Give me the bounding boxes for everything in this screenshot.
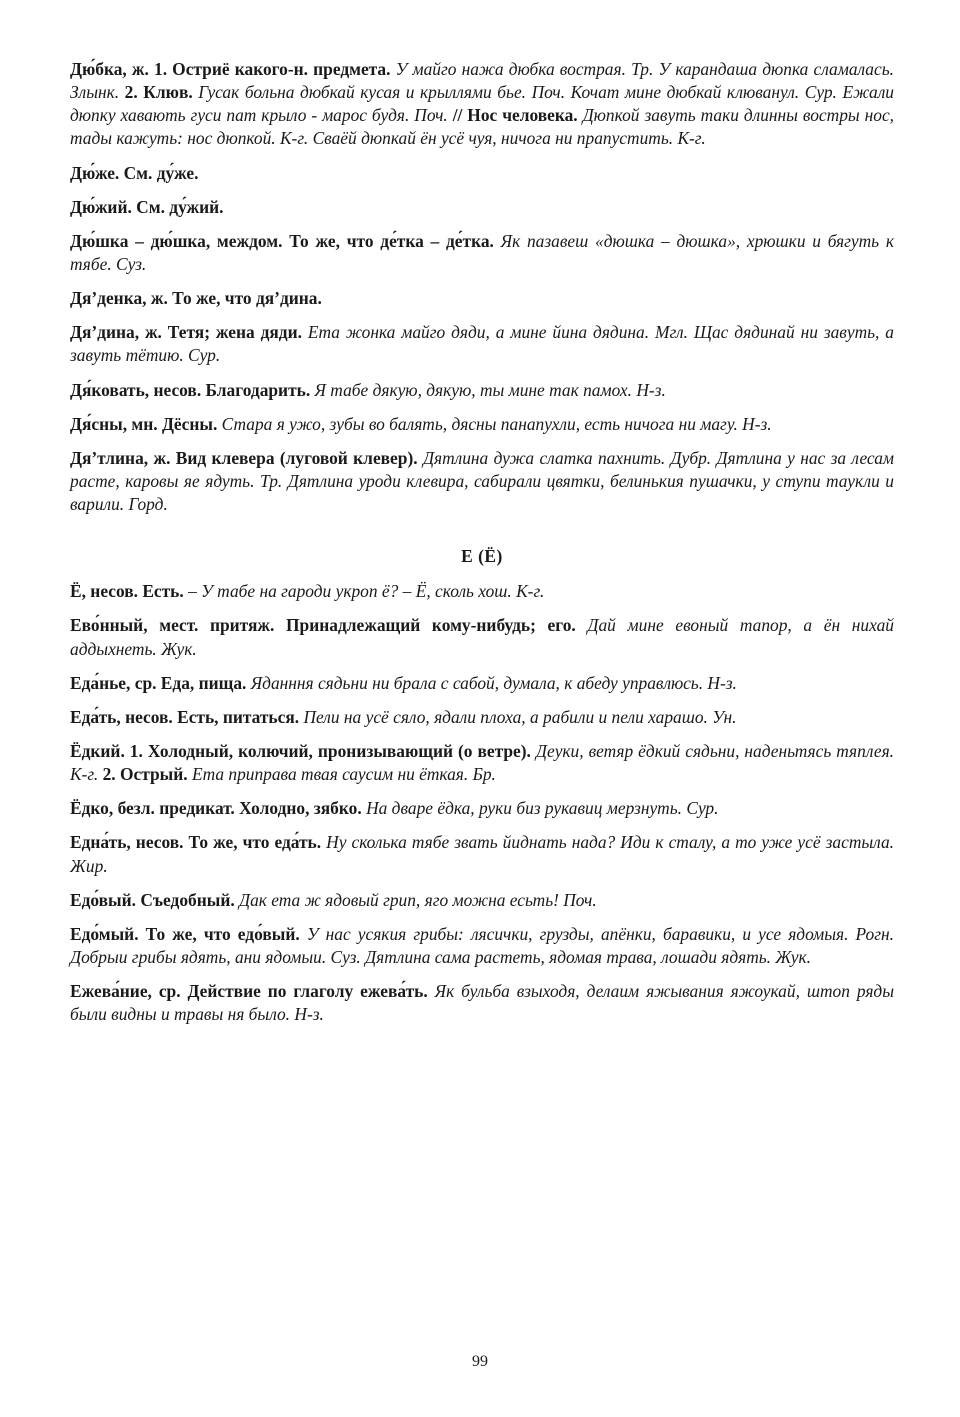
dictionary-entry bbox=[70, 614, 894, 660]
dictionary-entry bbox=[70, 379, 894, 402]
entry-headword: Дю́бка, ж. 1. Остриё какого-н. предмета. bbox=[70, 59, 396, 79]
entry-example: – У табе на гароди укроп ё? – Ё, сколь хош. К-г. bbox=[188, 581, 545, 602]
entry-example: Стара я ужо, зубы во балять, дясны панапухли, есть ничога ни магу. Н-з. bbox=[221, 413, 772, 434]
dictionary-entry bbox=[70, 162, 894, 185]
dictionary-entry bbox=[70, 889, 894, 912]
entry-example: Яданння сядьни ни брала с сабой, думала, к абеду управлюсь. Н-з. bbox=[250, 672, 737, 693]
entry-example: Деуки, ветяр ёдкий сядьни, наденьтясь тяплея. К-г. bbox=[70, 740, 894, 785]
entry-headword: Дю́же. См. ду́же. bbox=[70, 162, 199, 183]
entry-headword: Едо́мый. То же, что едо́вый. bbox=[70, 923, 307, 944]
dictionary-entry bbox=[70, 831, 894, 877]
entry-headword: 2. Клюв. bbox=[124, 82, 199, 103]
dictionary-entry bbox=[70, 230, 894, 276]
entry-example: У майго нажа дюбка вострая. Тр. У карандаша дюпка сламалась. Злынк. bbox=[70, 59, 894, 103]
dictionary-entry bbox=[70, 447, 894, 516]
entry-headword: Ёдко, безл. предикат. Холодно, зябко. bbox=[70, 798, 367, 819]
entry-headword: Дя’дина, ж. Тетя; жена дяди. bbox=[70, 322, 308, 343]
entry-example: У нас усякия грибы: лясички, грузды, апёнки, баравики, и усе ядомыя. Рогн. Добрыи грибы ядять, ани ядомыи. Суз. Дятлина сама растеть, ядомая трава, лошади ядять. Жук. bbox=[70, 923, 895, 967]
entry-example: Дятлина дужа слатка пахнить. Дубр. Дятлина у нас за лесам расте, каровы яе ядуть. Тр. Дятлина уроди клевира, сабирали цвятки, белинькия пушачки, у ступи таукли и варили. Горд. bbox=[70, 447, 894, 515]
dictionary-entry bbox=[70, 706, 894, 729]
entry-example: Я табе дякую, дякую, ты мине так памох. Н-з. bbox=[314, 379, 666, 400]
entry-example: Як пазавеш «дюшка – дюшка», хрюшки и бягуть к тябе. Суз. bbox=[70, 230, 894, 274]
entry-headword: Дя́ковать, несов. Благодарить. bbox=[70, 379, 315, 400]
entry-example: На дваре ёдка, руки биз рукавиц мерзнуть. Сур. bbox=[366, 798, 719, 819]
entry-headword: Дя’денка, ж. То же, что дя’дина. bbox=[70, 288, 322, 309]
entry-example: Дюпкой завуть таки длинны востры нос, тады кажуть: нос дюпкой. К-г. Сваёй дюпкай ён усё чуя, ничога ни прапустить. К-г. bbox=[70, 105, 895, 149]
entry-headword: Дя’тлина, ж. Вид клевера (луговой клевер). bbox=[70, 447, 423, 468]
entry-headword: Еда́нье, ср. Еда, пища. bbox=[70, 672, 251, 693]
entry-headword: Дю́шка – дю́шка, междом. То же, что де́тка – де́тка. bbox=[70, 230, 501, 251]
dictionary-entry bbox=[70, 287, 894, 310]
section-heading: Е (Ё) bbox=[461, 546, 503, 567]
entry-example: Ета приправа твая саусим ни ёткая. Бр. bbox=[191, 764, 496, 785]
entry-headword: Едо́вый. Съедобный. bbox=[70, 889, 240, 910]
entry-example: Дай мине евоный тапор, а ён нихай аддыхнеть. Жук. bbox=[70, 615, 894, 659]
dictionary-entry bbox=[70, 672, 894, 695]
dictionary-entry bbox=[70, 58, 894, 151]
dictionary-entry bbox=[70, 196, 894, 219]
entry-headword: Ё, несов. Есть. bbox=[70, 581, 189, 602]
entry-headword: // Нос человека. bbox=[452, 105, 583, 126]
entry-headword: Дю́жий. См. ду́жий. bbox=[70, 196, 224, 217]
entry-example: Дак ета ж ядовый грип, яго можна есьть! Поч. bbox=[239, 889, 597, 910]
entry-headword: Ево́нный, мест. притяж. Принадлежащий кому-нибудь; его. bbox=[70, 615, 588, 636]
entry-example: Пели на усё сяло, ядали плоха, а рабили и пели харашо. Ун. bbox=[303, 706, 737, 727]
entry-list-e bbox=[70, 580, 894, 1026]
entry-example: Ета жонка майго дяди, а мине йина дядина. Мгл. Щас дядинай ни завуть, а завуть тётию. Сур. bbox=[70, 322, 894, 366]
dictionary-entry bbox=[70, 413, 894, 436]
entry-list-d bbox=[70, 58, 894, 516]
entry-example: Ну сколька тябе звать йиднать нада? Иди к сталу, а то уже усё застыла. Жир. bbox=[70, 832, 895, 876]
entry-headword: Еда́ть, несов. Есть, питаться. bbox=[70, 706, 304, 727]
entry-headword: Една́ть, несов. То же, что еда́ть. bbox=[70, 832, 327, 853]
page-number: 99 bbox=[472, 1353, 488, 1370]
entry-headword: Дя́сны, мн. Дёсны. bbox=[70, 413, 222, 434]
entry-example: Гусак больна дюбкай кусая и крыллями бье. Поч. Кочат мине дюбкай клюванул. Сур. Ежали дюпку хавають гуси пат крыло - марос будя. Поч. bbox=[70, 82, 894, 126]
dictionary-entry bbox=[70, 923, 894, 969]
dictionary-entry bbox=[70, 740, 894, 786]
entry-headword: Ежева́ние, ср. Действие по глаголу ежева́ть. bbox=[70, 981, 435, 1002]
entry-headword: 2. Острый. bbox=[102, 764, 192, 785]
entry-headword: Ёдкий. 1. Холодный, колючий, пронизывающий (о ветре). bbox=[70, 740, 536, 761]
dictionary-entry bbox=[70, 321, 894, 367]
dictionary-entry bbox=[70, 580, 894, 603]
entry-example: Як бульба взыходя, делаим яжывания яжоукай, штоп ряды были видны и травы ня было. Н-з. bbox=[70, 981, 894, 1025]
dictionary-entry bbox=[70, 797, 894, 820]
dictionary-entry bbox=[70, 980, 894, 1026]
